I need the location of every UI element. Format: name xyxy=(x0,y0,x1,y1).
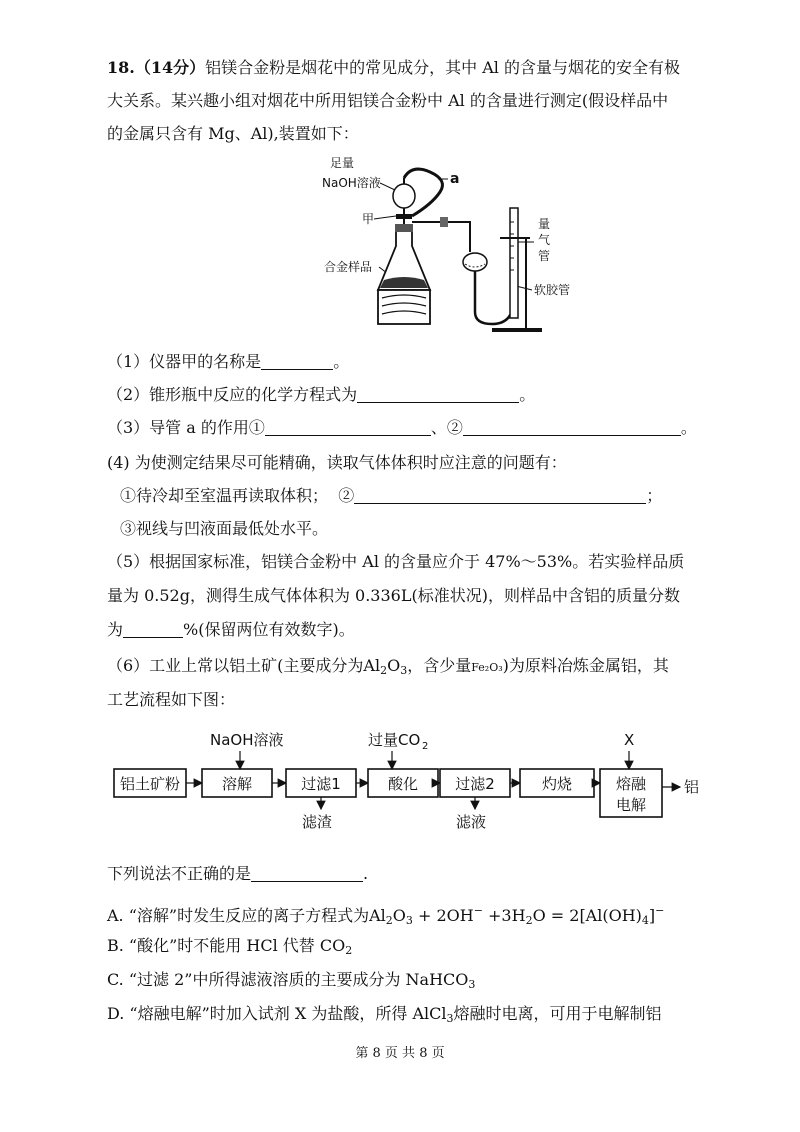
q6-text-g: )为原料冶炼金属铝，其 xyxy=(502,656,669,675)
input-x: X xyxy=(624,731,635,749)
q6-fe2o3: Fe₂O₃ xyxy=(471,661,503,674)
box-bauxite-label: 铝土矿粉 xyxy=(119,775,181,793)
question-intro-line-2: 大关系。某兴趣小组对烟花中所用铝镁合金粉中 Al 的含量进行测定(假设样品中 xyxy=(107,91,669,110)
box-dissolve-label: 溶解 xyxy=(221,775,253,793)
box-melt-label: 熔融 xyxy=(615,775,647,793)
q5-line-1: （5）根据国家标准，铝镁合金粉中 Al 的含量应介于 47%～53%。若实验样品质 xyxy=(107,552,685,571)
option-a-text-o: O xyxy=(392,906,406,925)
option-a-sup-1: − xyxy=(473,904,483,917)
option-a[interactable] xyxy=(107,899,664,933)
option-a-bracket: ] xyxy=(648,906,656,925)
q3-line xyxy=(107,416,697,440)
box-acidify-label: 酸化 xyxy=(387,775,419,793)
question-intro-line-1 xyxy=(107,56,680,80)
q5-line-2: 量为 0.52g，测得生成气体体积为 0.336L(标准状况)，则样品中含铝的质量分数 xyxy=(107,586,680,605)
option-a-sub-2: 3 xyxy=(405,914,413,927)
apparatus-diagram xyxy=(300,152,600,342)
wooden-block xyxy=(378,290,430,324)
q6-sub-2: 2 xyxy=(380,664,388,677)
box-filter-2-label: 过滤2 xyxy=(455,775,495,793)
label-reagent-1: 足量 xyxy=(330,156,355,170)
option-b-text: B. “酸化”时不能用 HCl 代替 CO xyxy=(107,936,346,955)
box-electrolysis-label: 电解 xyxy=(615,796,647,814)
q3-end: 。 xyxy=(680,418,697,437)
q2-line xyxy=(107,383,535,407)
option-d-sub: 3 xyxy=(446,1012,454,1025)
box-filter-1-label: 过滤1 xyxy=(301,775,341,793)
label-reagent-2: NaOH溶液 xyxy=(322,176,381,190)
q3-answer-blank-1[interactable] xyxy=(265,417,431,436)
process-flow-diagram xyxy=(100,725,720,835)
label-gas-tube-2: 气 xyxy=(538,233,551,247)
q2-end: 。 xyxy=(519,385,536,404)
q1-answer-blank[interactable] xyxy=(261,351,333,370)
q5-prefix: 为 xyxy=(107,620,124,639)
input-naoh: NaOH溶液 xyxy=(210,731,284,749)
q1-line xyxy=(107,350,349,374)
q2-text: （2）锥形瓶中反应的化学方程式为 xyxy=(107,385,358,404)
q4-item-line xyxy=(120,484,662,508)
question-intro-line-3: 的金属只含有 Mg、Al),装置如下： xyxy=(107,124,359,143)
stem-answer-blank[interactable] xyxy=(251,863,363,882)
option-a-text-h: +3H xyxy=(482,906,526,925)
option-a-sub-4: 4 xyxy=(641,914,649,927)
q6-text-o: O xyxy=(387,656,401,675)
output-filtrate: 滤液 xyxy=(456,813,487,831)
stem-line xyxy=(107,862,368,886)
q6-line-1 xyxy=(107,654,669,683)
option-a-sub-1: 2 xyxy=(385,914,393,927)
label-gas-tube-1: 量 xyxy=(538,217,551,231)
q4-line: (4) 为使测定结果尽可能精确，读取气体体积时应注意的问题有： xyxy=(107,453,567,472)
option-d-text-rest: 熔融时电离，可用于电解制铝 xyxy=(453,1004,662,1023)
option-a-text-oh: + 2OH xyxy=(412,906,474,925)
gas-burette xyxy=(510,208,518,318)
option-b[interactable] xyxy=(107,934,352,963)
q5-answer-blank[interactable] xyxy=(123,619,183,638)
q4-item-2-end: ； xyxy=(646,486,663,505)
q5-suffix: %(保留两位有效数字)。 xyxy=(183,620,355,639)
q4-item-2-prefix: ② xyxy=(338,486,355,505)
label-jia: 甲 xyxy=(362,212,375,226)
stem-end: . xyxy=(363,864,369,883)
q6-sub-3: 3 xyxy=(400,664,408,677)
q3-mid: 、② xyxy=(430,418,463,437)
input-co2-sub: 2 xyxy=(422,741,429,752)
q5-line-3 xyxy=(107,618,355,642)
label-gas-tube-3: 管 xyxy=(538,249,551,263)
q4-item-3: ③视线与凹液面最低处水平。 xyxy=(120,519,329,538)
option-c[interactable] xyxy=(107,968,475,997)
question-number: 18. xyxy=(107,58,135,77)
q6-line-2: 工艺流程如下图： xyxy=(107,690,236,709)
stem-text: 下列说法不正确的是 xyxy=(107,864,252,883)
option-a-text-al: O = 2[Al(OH) xyxy=(532,906,642,925)
output-residue: 滤渣 xyxy=(302,813,333,831)
option-a-sub-3: 2 xyxy=(525,914,533,927)
q6-text-a: （6）工业上常以铝土矿(主要成分为Al xyxy=(107,656,381,675)
q2-answer-blank[interactable] xyxy=(357,384,519,403)
q1-end: 。 xyxy=(333,352,350,371)
question-score: （14分） xyxy=(134,58,206,77)
erlenmeyer-flask xyxy=(378,224,430,290)
option-c-text: C. “过滤 2”中所得滤液溶质的主要成分为 NaHCO xyxy=(107,970,469,989)
label-alloy-sample: 合金样品 xyxy=(324,260,373,274)
option-d[interactable] xyxy=(107,1002,662,1031)
option-c-sub: 3 xyxy=(468,978,476,991)
q3-text: （3）导管 a 的作用① xyxy=(107,418,265,437)
intro-text-1: 铝镁合金粉是烟花中的常见成分，其中 Al 的含量与烟花的安全有极 xyxy=(205,58,680,77)
output-aluminum: 铝 xyxy=(684,778,700,796)
q4-item-1: ①待冷却至室温再读取体积； xyxy=(120,486,329,505)
q3-answer-blank-2[interactable] xyxy=(463,417,681,436)
q4-answer-blank[interactable] xyxy=(354,485,646,504)
q1-text: （1）仪器甲的名称是 xyxy=(107,352,262,371)
box-calcine-label: 灼烧 xyxy=(541,775,573,793)
page-footer: 第 8 页 共 8 页 xyxy=(355,1046,445,1061)
option-b-sub: 2 xyxy=(345,944,353,957)
leveling-bulb xyxy=(463,253,487,271)
input-co2: 过量CO xyxy=(368,731,421,749)
option-a-text: A. “溶解”时发生反应的离子方程式为Al xyxy=(107,906,386,925)
option-a-sup-2: − xyxy=(655,904,665,917)
label-rubber-hose: 软胶管 xyxy=(534,283,571,297)
label-tube-a: a xyxy=(450,171,460,187)
q6-text-e: ，含少量 xyxy=(407,656,472,675)
option-d-text: D. “熔融电解”时加入试剂 X 为盐酸，所得 AlCl xyxy=(107,1004,447,1023)
